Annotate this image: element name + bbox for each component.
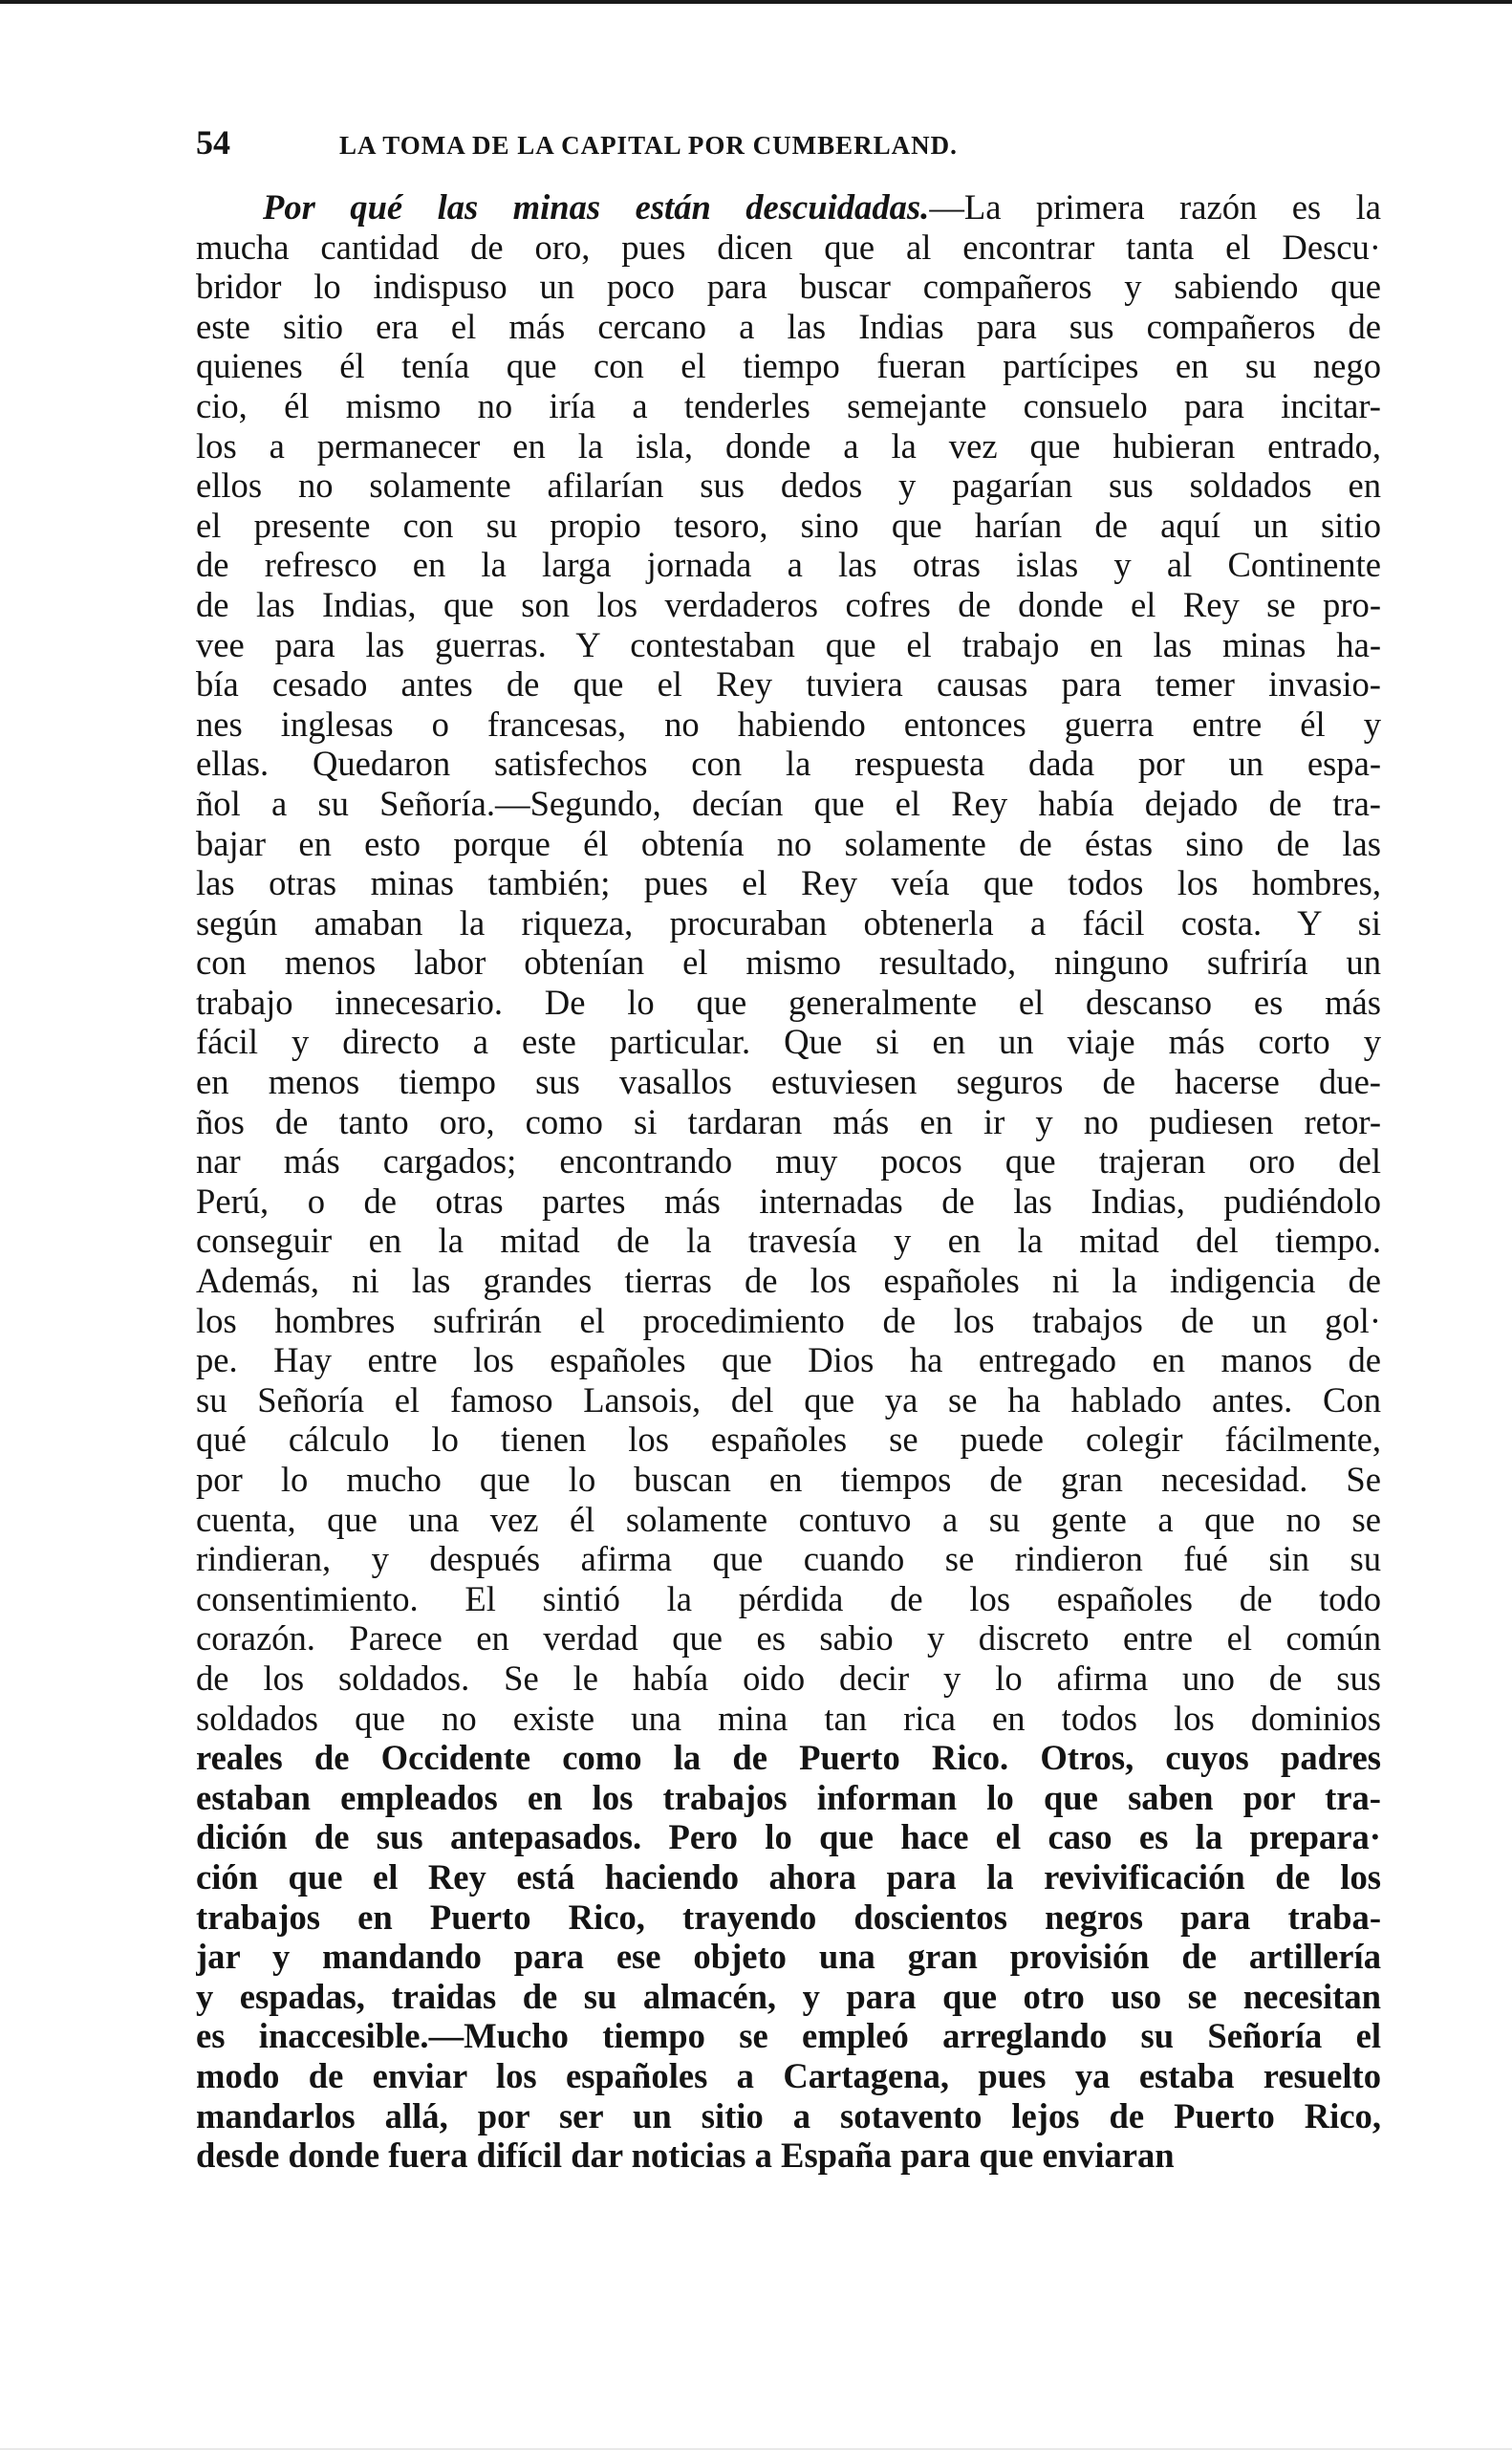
text-line: qué cálculo lo tienen los españoles se puede colegir fácilmente, [196,1420,1381,1460]
text-line: este sitio era el más cercano a las Indias para sus compañeros de [196,306,1381,346]
text-line: trabajos en Puerto Rico, trayendo doscientos negros para traba- [196,1897,1381,1937]
text-line: mucha cantidad de oro, pues dicen que al encontrar tanta el Descu· [196,227,1381,267]
text-line: conseguir en la mitad de la travesía y en la mitad del tiempo. [196,1221,1381,1261]
text-line: de las Indias, que son los verdaderos cofres de donde el Rey se pro- [196,584,1381,624]
text-line: Perú, o de otras partes más internadas de las Indias, pudiéndolo [196,1181,1381,1221]
text-line: nes inglesas o francesas, no habiendo entonces guerra entre él y [196,704,1381,744]
text-line: corazón. Parece en verdad que es sabio y discreto entre el común [196,1618,1381,1659]
first-line-rest: —La primera razón es la [929,187,1381,227]
section-lead-italic: Por qué las minas están descuidadas. [263,187,930,227]
text-line: ños de tanto oro, como si tardaran más en ir y no pudiesen retor- [196,1101,1381,1141]
running-head [196,122,1381,170]
text-line: modo de enviar los españoles a Cartagena, pues ya estaba resuelto [196,2055,1381,2095]
text-line: de los soldados. Se le había oido decir y lo afirma uno de sus [196,1658,1381,1698]
text-line: de refresco en la larga jornada a las otras islas y al Continente [196,545,1381,585]
paragraph-first-line [196,187,1381,228]
text-line: trabajo innecesario. De lo que generalmente el descanso es más [196,982,1381,1022]
text-line: los a permanecer en la isla, donde a la vez que hubieran entrado, [196,425,1381,466]
text-line: rindieran, y después afirma que cuando se rindieron fué sin su [196,1539,1381,1579]
text-line: ellos no solamente afilarían sus dedos y pagarían sus soldados en [196,466,1381,506]
text-line: nar más cargados; encontrando muy pocos que trajeran oro del [196,1141,1381,1182]
text-line: bajar en esto porque él obtenía no solamente de éstas sino de las [196,823,1381,863]
text-line: según amaban la riqueza, procuraban obtenerla a fácil costa. Y si [196,902,1381,943]
text-line: bridor lo indispuso un poco para buscar compañeros y sabiendo que [196,267,1381,307]
text-line: dición de sus antepasados. Pero lo que hace el caso es la prepara· [196,1817,1381,1857]
text-line: los hombres sufrirán el procedimiento de los trabajos de un gol· [196,1300,1381,1340]
text-line: desde donde fuera difícil dar noticias a España para que enviaran [196,2136,1175,2176]
text-line: por lo mucho que lo buscan en tiempos de gran necesidad. Se [196,1460,1381,1499]
text-line: es inaccesible.—Mucho tiempo se empleó arreglando su Señoría el [196,2016,1381,2056]
text-lines [196,228,1381,2176]
text-line: fácil y directo a este particular. Que si en un viaje más corto y [196,1022,1381,1062]
text-line: las otras minas también; pues el Rey veía que todos los hombres, [196,863,1381,903]
text-line: vee para las guerras. Y contestaban que el trabajo en las minas ha- [196,624,1381,664]
text-line: estaban empleados en los trabajos informan lo que saben por tra- [196,1777,1381,1817]
text-line: soldados que no existe una mina tan rica en todos los dominios [196,1698,1381,1738]
body-text [196,187,1381,2176]
top-border-rule [0,0,1512,4]
text-line: y espadas, traidas de su almacén, y para que otro uso se necesitan [196,1976,1381,2016]
text-line: el presente con su propio tesoro, sino que harían de aquí un sitio [196,505,1381,545]
text-line: reales de Occidente como la de Puerto Rico. Otros, cuyos padres [196,1738,1381,1778]
running-title: LA TOMA DE LA CAPITAL POR CUMBERLAND. [339,131,958,160]
text-line: pe. Hay entre los españoles que Dios ha entregado en manos de [196,1340,1381,1380]
book-page [196,122,1381,2176]
text-line: cio, él mismo no iría a tenderles semejante consuelo para incitar- [196,385,1381,425]
text-line: ñol a su Señoría.—Segundo, decían que el Rey había dejado de tra- [196,783,1381,823]
text-line: su Señoría el famoso Lansois, del que ya se ha hablado antes. Con [196,1379,1381,1420]
text-line: quienes él tenía que con el tiempo fueran partícipes en su nego [196,346,1381,386]
text-line: mandarlos allá, por ser un sitio a sotavento lejos de Puerto Rico, [196,2095,1381,2136]
text-line: cuenta, que una vez él solamente contuvo a su gente a que no se [196,1499,1381,1539]
text-line: ellas. Quedaron satisfechos con la respuesta dada por un espa- [196,744,1381,784]
text-line: bía cesado antes de que el Rey tuviera causas para temer invasio- [196,664,1381,705]
text-line: en menos tiempo sus vasallos estuviesen seguros de hacerse due- [196,1062,1381,1102]
text-line: consentimiento. El sintió la pérdida de los españoles de todo [196,1578,1381,1618]
text-line: Además, ni las grandes tierras de los españoles ni la indigencia de [196,1261,1381,1301]
text-line: ción que el Rey está haciendo ahora para la revivificación de los [196,1856,1381,1897]
text-line: con menos labor obtenían el mismo resultado, ninguno sufriría un [196,943,1381,983]
page-number: 54 [196,123,230,162]
text-line: jar y mandando para ese objeto una gran provisión de artillería [196,1937,1381,1977]
